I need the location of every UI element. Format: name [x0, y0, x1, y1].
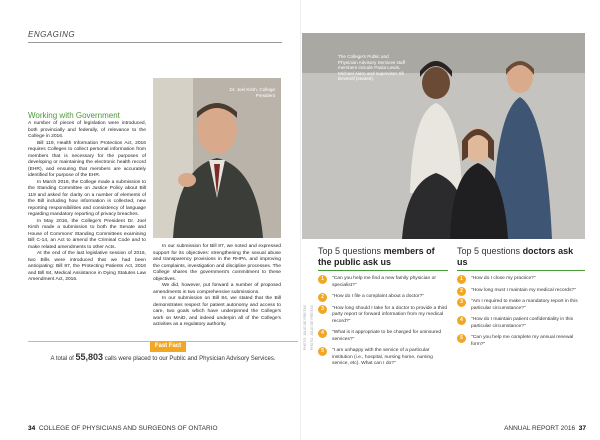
list-item [457, 335, 585, 348]
doctor-questions-title [457, 246, 585, 268]
president-caption: Dr. Joel Kirsh, College President [229, 87, 275, 98]
fast-fact-text [28, 352, 298, 362]
article-column-1 [28, 121, 146, 284]
section-label: ENGAGING [28, 30, 76, 39]
question-text: "What is it appropriate to be charged for uninsured services?" [332, 330, 442, 342]
question-number: 3 [318, 305, 327, 314]
list-item [457, 299, 585, 312]
question-text: "How do I maintain patient confidentiality in this particular circumstance?" [471, 317, 574, 329]
president-photo [153, 78, 281, 238]
photo-credit-right: PHOTO: JULIE DE FREITAS [310, 305, 314, 351]
article-paragraph: At the end of the last legislative session of 2016, two Bills were introduced that we had been anticipating: Bill 87, the Protecting Patients Act, 2016 and Bill 84, Medical Assistance in Dying Statutes Law Amendment Act, 2016. [28, 251, 146, 282]
article-paragraph: In May 2016, the College's President Dr. Joel Kirsh made a submission to both the Senate and House of Commons' Standing Committees examining Bill C-14, an Act to amend the Criminal Code and to make related amendments to other Acts. [28, 218, 146, 250]
footer-right [504, 425, 586, 432]
question-text: "How do I file a complaint about a doctor?" [332, 294, 425, 299]
fast-fact-label: Fast Fact [150, 341, 186, 352]
question-text: "How do I close my practice?" [471, 276, 536, 281]
list-item [318, 348, 448, 368]
list-item [457, 288, 585, 295]
footer-right-title: ANNUAL REPORT 2016 [504, 425, 576, 432]
article-column-2 [153, 244, 281, 329]
footer-left [28, 425, 218, 432]
staff-caption: The College's Public and Physician Advisory Services staff members include Paula Lewis, Michael Aiaro and supervisor Jill Beverell (seated). [338, 54, 406, 82]
list-item [318, 330, 448, 343]
list-item [318, 276, 448, 289]
article-paragraph: Bill 119, Health Information Protection Act, 2016 requires Colleges to collect personal information from members that is necessary for the purposes of developing or maintaining the electronic health record (EHR), and ensuring that members are accurately identified for purpose of the EHR. [28, 140, 146, 178]
question-number: 4 [457, 316, 466, 325]
article-paragraph: In our submission on Bill 84, we stated that the Bill demonstrates respect for patient autonomy and access to care, two goals which have underpinned the College's work on MAiD, and indeed underpin all of the College's activities as a regulatory authority. [153, 296, 281, 327]
question-text: "Can you help me complete my annual renewal form?" [471, 335, 574, 347]
article-paragraph: In March 2016, the College made a submission to the Standing Committee on Justice Policy about Bill 119 and asked for clarity on a number of elements of the Bill including how information is collected, new reporting responsibilities and consistency of language regarding mandatory reporting of privacy breaches. [28, 179, 146, 217]
article-paragraph: A number of pieces of legislation were introduced, both provincially and federally, of relevance to the College in 2016. [28, 121, 146, 139]
president-figure [153, 78, 281, 238]
fast-fact-number: 55,803 [75, 352, 104, 362]
question-text: "Can you help me find a new family physician or specialist?" [332, 276, 436, 288]
footer-left-title: COLLEGE OF PHYSICIANS AND SURGEONS OF ONTARIO [38, 425, 218, 432]
question-text: "How long must I maintain my medical records?" [471, 287, 576, 293]
question-number: 3 [457, 298, 466, 307]
public-questions-title-bold: members of the public ask us [318, 246, 435, 267]
question-text: "How long should I take for a doctor to provide a third party report or forward information from my medical record?" [332, 305, 448, 324]
article-paragraph: In our submission for Bill 87, we noted and expressed support for its objectives: strengthening the sexual abuse and transparency provisions in the RHPA, and improving the complaints, investigation and discipline processes. The College shares the government's commitment to these objectives. [153, 244, 281, 282]
question-text: "I am unhappy with the service of a particular institution (i.e., hospital, nursing home, nursing service, etc). What can I do?" [332, 348, 433, 366]
question-number: 5 [457, 334, 466, 343]
public-questions-title-plain: Top 5 questions [318, 246, 382, 256]
doctor-questions-title-bold: doctors ask us [457, 246, 574, 267]
question-number: 2 [457, 287, 466, 296]
list-item [318, 306, 448, 326]
fast-fact-prefix: A total of [50, 356, 74, 362]
page-gutter [300, 0, 301, 440]
public-questions-list [318, 276, 448, 373]
doctor-questions-rule [457, 270, 585, 271]
footer-left-page: 34 [28, 425, 36, 432]
list-item [457, 276, 585, 283]
question-text: "Am I required to make a mandatory report in this particular circumstance?" [471, 299, 578, 311]
public-questions-rule [318, 270, 448, 271]
staff-photo [302, 33, 585, 239]
question-number: 5 [318, 347, 327, 356]
subhead: Working with Government [28, 111, 120, 120]
article-paragraph: We did, however, put forward a number of proposed amendments in two comprehensive submissions. [153, 283, 281, 295]
footer-right-page: 37 [578, 425, 586, 432]
question-number: 4 [318, 329, 327, 338]
public-questions-title [318, 246, 448, 268]
list-item [318, 294, 448, 301]
question-number: 1 [457, 275, 466, 284]
list-item [457, 317, 585, 330]
doctor-questions-list [457, 276, 585, 353]
fast-fact-suffix: calls were placed to our Public and Physician Advisory Services. [104, 356, 276, 362]
doctor-questions-title-plain: Top 5 questions [457, 246, 521, 256]
section-rule [28, 42, 282, 43]
question-number: 2 [318, 293, 327, 302]
question-number: 1 [318, 275, 327, 284]
photo-credit-left: PHOTO: JULIE DE FREITAS [303, 305, 307, 351]
